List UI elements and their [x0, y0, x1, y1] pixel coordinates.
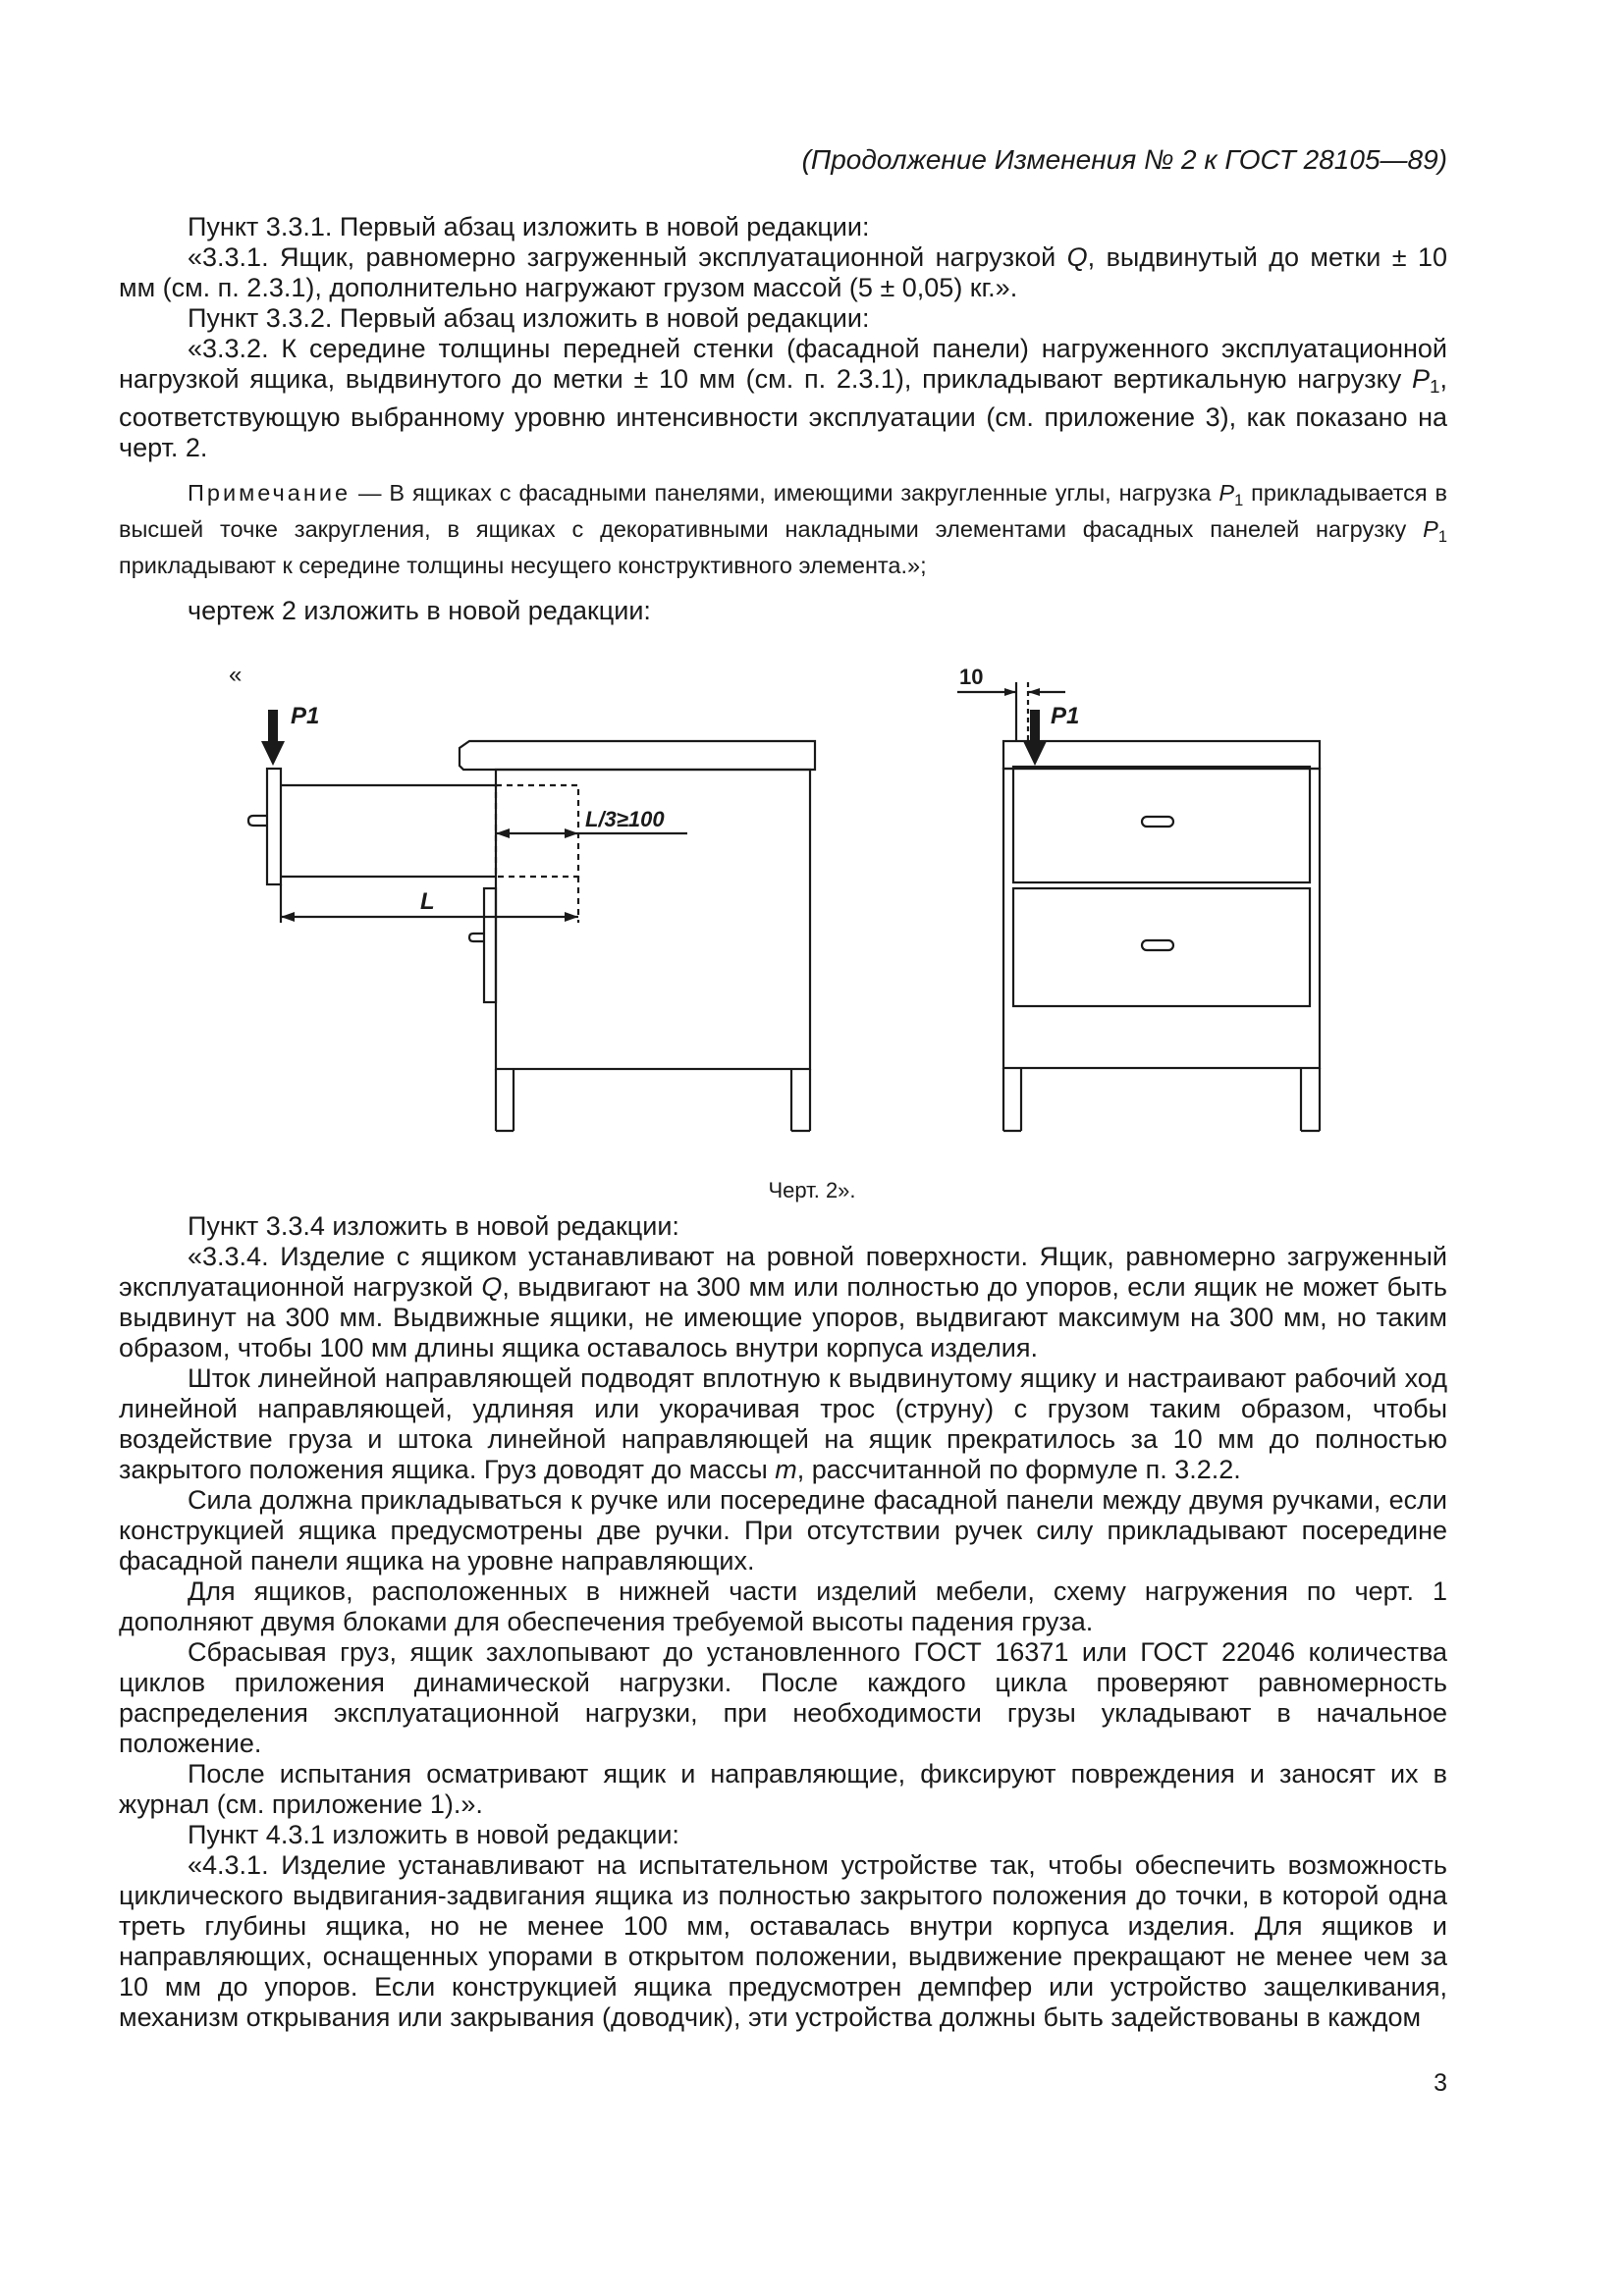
drawing-svg [0, 643, 1624, 1193]
figure-caption: Черт. 2». [768, 1178, 856, 1202]
label-l3: L/3≥100 [585, 807, 665, 831]
front-drawer-upper [1013, 767, 1310, 882]
paragraph: Сила должна прикладываться к ручке или посередине фасадной панели между двумя ручками, если конструкцией ящика предусмотрены две ручки. При отсутствии ручек силу прикладывают посередине фасадной панели ящика на уровне направляющих. [119, 1485, 1447, 1575]
page-number: 3 [1434, 2069, 1447, 2097]
top-text [119, 212, 1447, 626]
paragraph: «3.3.4. Изделие с ящиком устанавливают на ровной поверхности. Ящик, равномерно загруженный эксплуатационной нагрузкой Q, выдвигают на 300 мм или полностью до упоров, если ящик не может быть выдвинут на 300 мм. Выдвижные ящики, не имеющие упоров, выдвигают максимум на 300 мм, но таким образом, чтобы 100 мм длины ящика оставалось внутри корпуса изделия. [119, 1242, 1447, 1362]
open-quote: « [229, 662, 243, 688]
paragraph: «4.3.1. Изделие устанавливают на испытательном устройстве так, чтобы обеспечить возможность циклического выдвигания-задвигания ящика из полностью закрытого положения до точки, в которой одна треть глубины ящика, но не менее 100 мм, оставалась внутри корпуса изделия. Для ящиков и направляющих, оснащенных упорами в открытом положении, выдвижение прекращают не менее чем за 10 мм до упоров. Если конструкцией ящика предусмотрен демпфер или устройство защелкивания, механизм открывания или закрывания (доводчик), эти устройства должны быть задействованы в каждом [119, 1850, 1447, 2032]
paragraph: чертеж 2 изложить в новой редакции: [188, 596, 651, 625]
label-l: L [420, 888, 435, 915]
figure-drawing [0, 643, 1624, 1193]
front-cabinet-top [1003, 741, 1320, 769]
lower-drawer-front [484, 888, 496, 1002]
note-paragraph: Примечание — В ящиках с фасадными панелями, имеющими закругленные углы, нагрузка $P_1$ прикладывается в высшей точке закругления, в ящиках с декоративными накладными элементами фасадных панелей нагрузку $P_1$ прикладывают к середине толщины несущего конструктивного элемента.»; [119, 480, 1447, 578]
arrow-down-icon [261, 741, 285, 766]
paragraph: «3.3.1. Ящик, равномерно загруженный эксплуатационной нагрузкой Q, выдвинутый до метки ± 10 мм (см. п. 2.3.1), дополнительно нагружают грузом массой (5 ± 0,05) кг.». [119, 242, 1447, 302]
drawer-front [267, 769, 281, 884]
drawer-handle [248, 816, 267, 826]
paragraph: После испытания осматривают ящик и направляющие, фиксируют повреждения и заносят их в журнал (см. приложение 1).». [119, 1759, 1447, 1819]
paragraph: «3.3.2. К середине толщины передней стенки (фасадной панели) нагруженного эксплуатационной нагрузкой ящика, выдвинутого до метки ± 10 мм (см. п. 2.3.1), прикладывают вертикальную нагрузку $P_1$, соответствующую выбранному уровню интенсивности эксплуатации (см. приложение 3), как показано на черт. 2. [119, 334, 1447, 462]
body-text [119, 1211, 1447, 2033]
label-p1-right: P1 [1051, 703, 1080, 729]
label-10: 10 [959, 665, 984, 689]
label-p1-left: P1 [291, 703, 320, 729]
paragraph: Пункт 3.3.4 изложить в новой редакции: [188, 1211, 679, 1241]
paragraph: Пункт 3.3.1. Первый абзац изложить в новой редакции: [188, 212, 870, 241]
paragraph: Пункт 4.3.1 изложить в новой редакции: [188, 1820, 679, 1849]
arrow-down-icon [1023, 741, 1047, 766]
paragraph: Сбрасывая груз, ящик захлопывают до установленного ГОСТ 16371 или ГОСТ 22046 количества циклов приложения динамической нагрузки. После каждого цикла проверяют равномерность распределения эксплуатационной нагрузки, при необходимости грузы укладывают в начальное положение. [119, 1637, 1447, 1758]
front-drawer-lower [1013, 888, 1310, 1006]
front-cabinet-body [1003, 769, 1320, 1068]
paragraph: Пункт 3.3.2. Первый абзац изложить в новой редакции: [188, 303, 870, 333]
drawer-handle-icon [1142, 940, 1173, 950]
paragraph: Для ящиков, расположенных в нижней части изделий мебели, схему нагружения по черт. 1 дополняют двумя блоками для обеспечения требуемой высоты падения груза. [119, 1576, 1447, 1636]
page-header: (Продолжение Изменения № 2 к ГОСТ 28105—89) [801, 144, 1447, 175]
drawer-handle-icon [1142, 817, 1173, 827]
cabinet-top [460, 741, 815, 770]
paragraph: Шток линейной направляющей подводят вплотную к выдвинутому ящику и настраивают рабочий ход линейной направляющей, удлиняя или укорачивая трос (струну) с грузом таким образом, чтобы воздействие груза и штока линейной направляющей на ящик прекратилось за 10 мм до полностью закрытого положения ящика. Груз доводят до массы m, рассчитанной по формуле п. 3.2.2. [119, 1363, 1447, 1484]
